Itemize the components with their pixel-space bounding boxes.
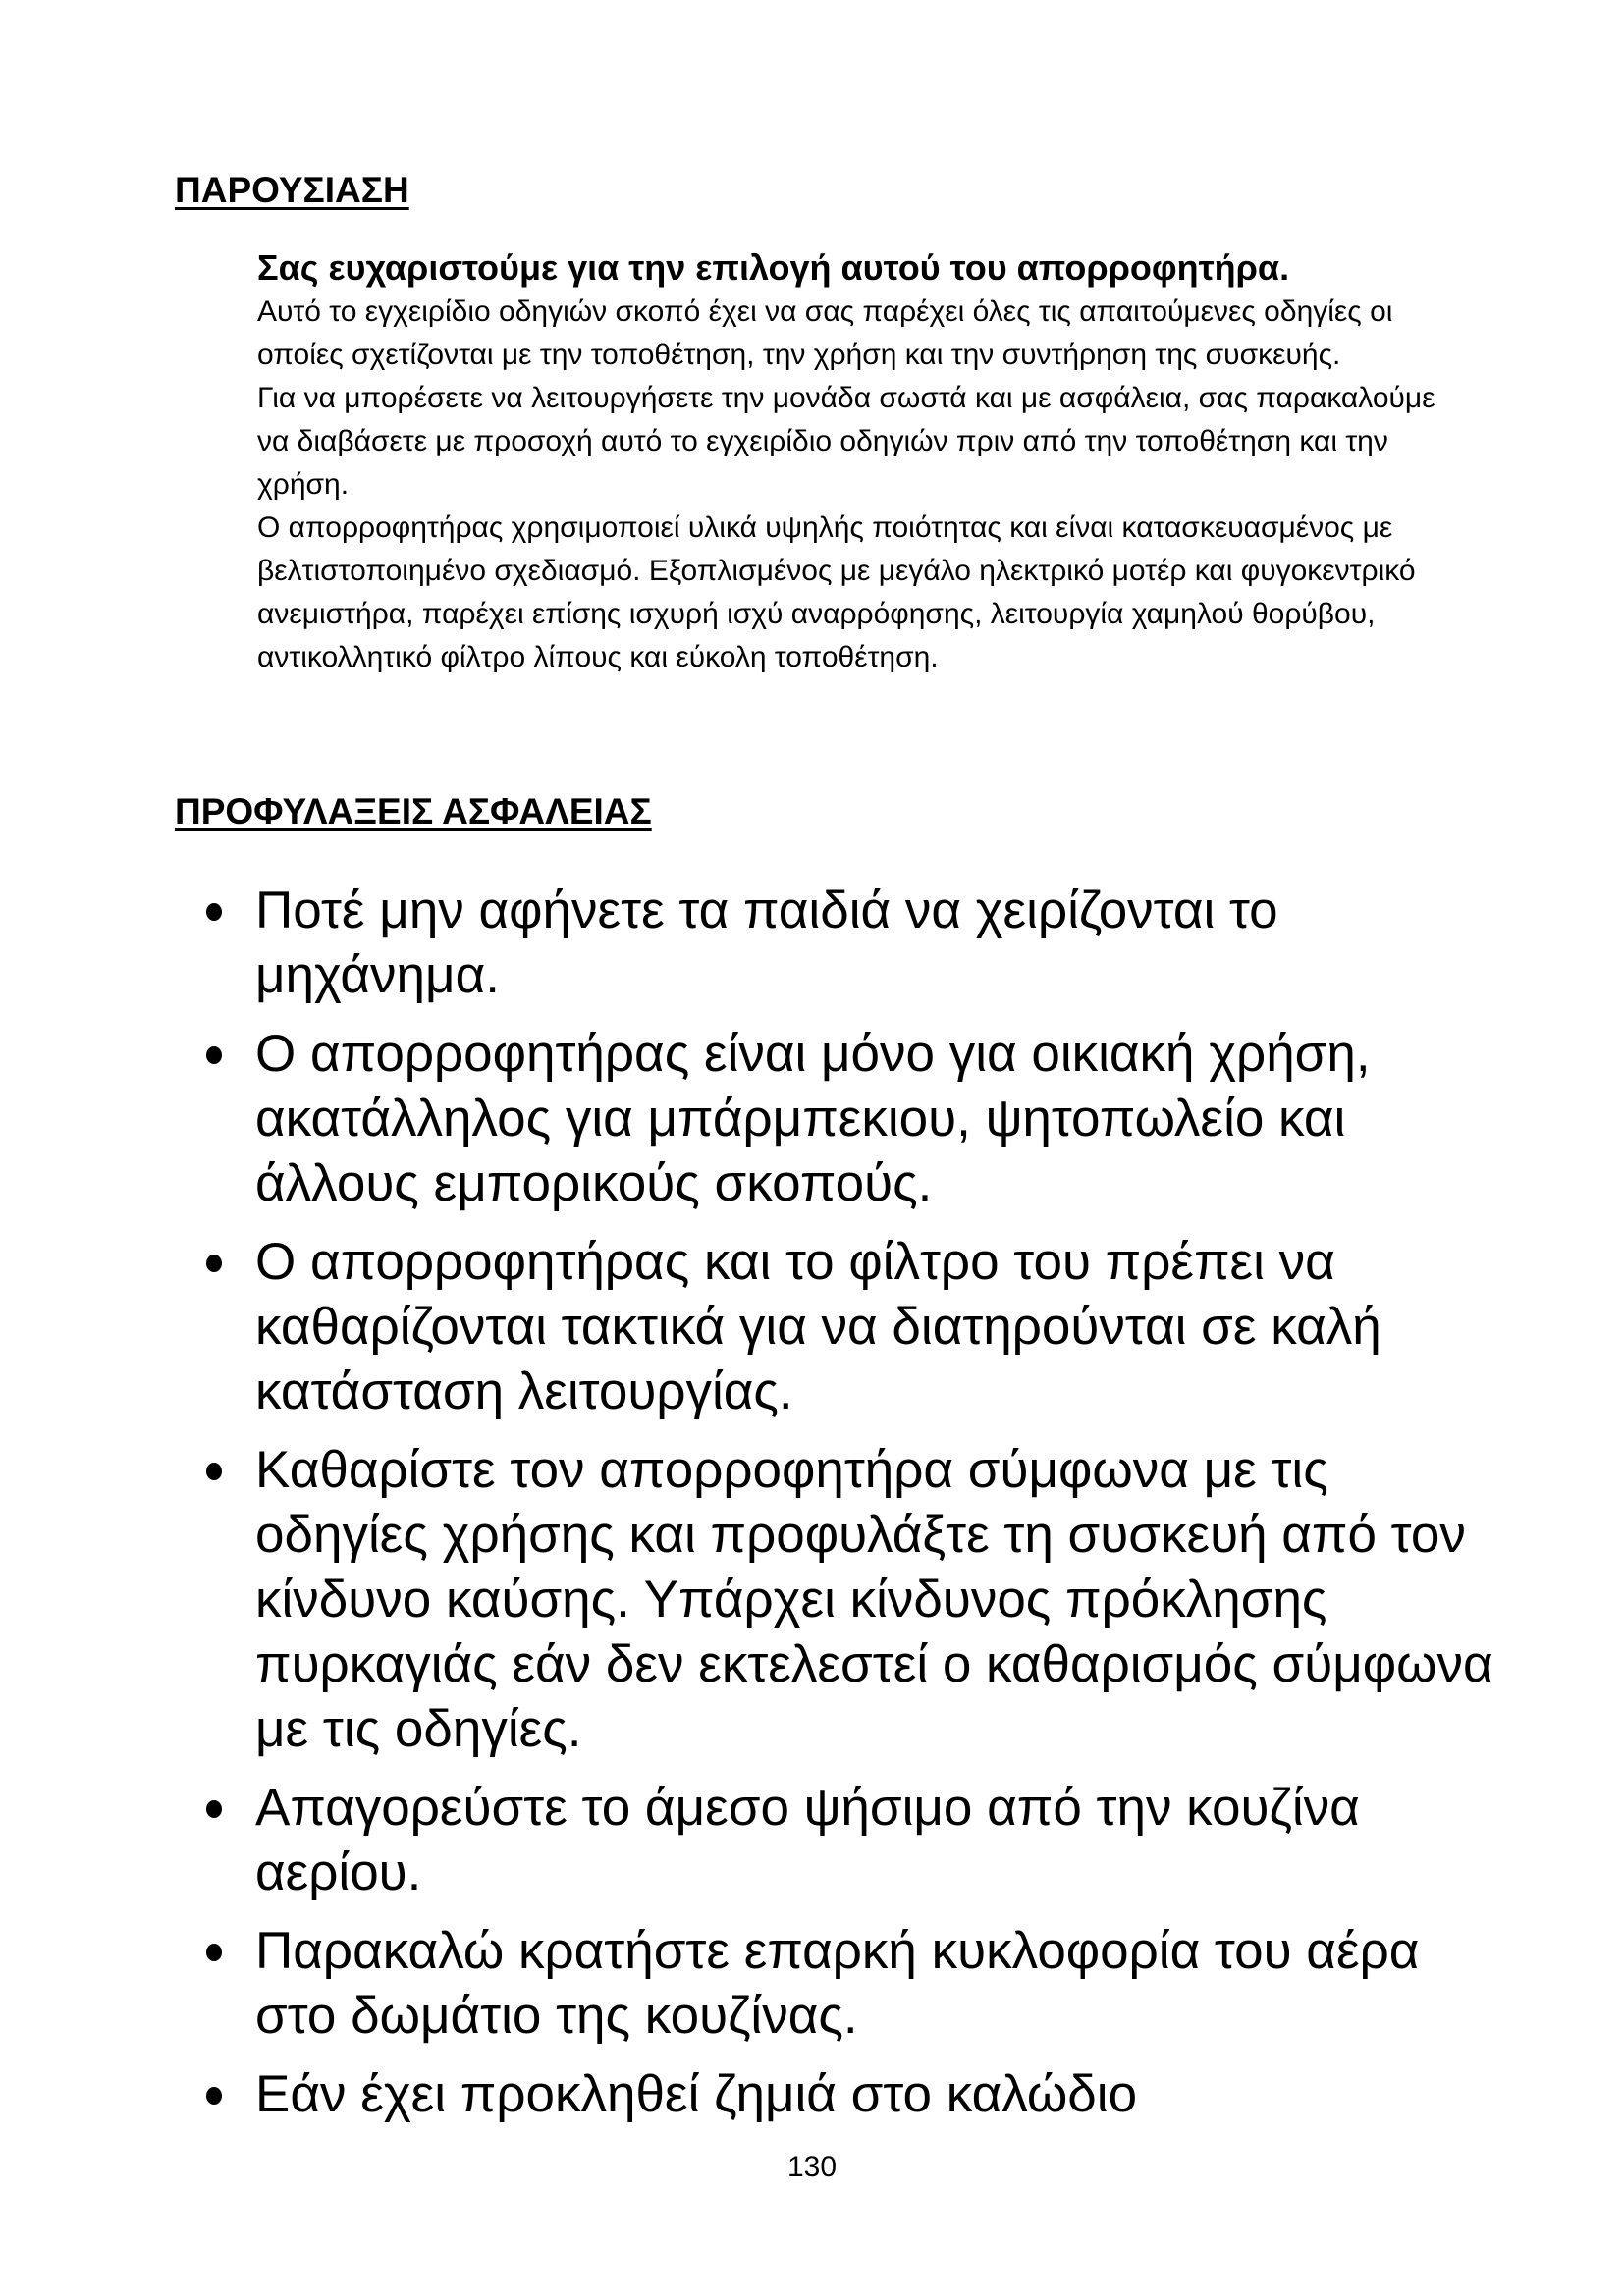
safety-item-text: Απαγορεύστε το άμεσο ψήσιμο από την κουζίνα αερίου. [255, 1779, 1360, 1901]
safety-list [200, 879, 1506, 2141]
bullet-icon [206, 1046, 222, 1064]
bullet-icon [206, 1944, 222, 1961]
safety-item-text: Ποτέ μην αφήνετε τα παιδιά να χειρίζονται το μηχάνημα. [255, 881, 1278, 1004]
safety-item-text: Ο απορροφητήρας είναι μόνο για οικιακή χρήση, ακατάλληλος για μπάρμπεκιου, ψητοπωλείο και άλλους εμπορικούς σκοπούς. [255, 1025, 1371, 1212]
safety-item [200, 1230, 1506, 1424]
intro-paragraph: Για να μπορέσετε να λειτουργήσετε την μονάδα σωστά και με ασφάλεια, σας παρακαλούμε να διαβάσετε με προσοχή αυτό το εγχειρίδιο οδηγιών πριν από την τοποθέτηση και την χρήση. [257, 382, 1435, 501]
intro-paragraph: Αυτό το εγχειρίδιο οδηγιών σκοπό έχει να σας παρέχει όλες τις απαιτούμενες οδηγίες οι οποίες σχετίζονται με την τοποθέτηση, την χρήση και την συντήρηση της συσκευής. [257, 295, 1393, 371]
presentation-lead: Σας ευχαριστούμε για την επιλογή αυτού του απορροφητήρα. [257, 247, 1290, 288]
safety-item-text: Ο απορροφητήρας και το φίλτρο του πρέπει να καθαρίζονται τακτικά για να διατηρούνται σε καλή κατάσταση λειτουργίας. [255, 1233, 1381, 1420]
safety-item-text: Εάν έχει προκληθεί ζημιά στο καλώδιο [255, 2065, 1138, 2123]
bullet-icon [206, 1255, 222, 1272]
safety-item [200, 1438, 1506, 1762]
safety-item [200, 1919, 1506, 2049]
safety-item-text: Παρακαλώ κρατήστε επαρκή κυκλοφορία του αέρα στο δωμάτιο της κουζίνας. [255, 1922, 1420, 2045]
bullet-icon [206, 1800, 222, 1818]
safety-item-text: Καθαρίστε τον απορροφητήρα σύμφωνα με τις οδηγίες χρήσης και προφυλάξτε τη συσκευή από τον κίνδυνο καύσης. Υπάρχει κίνδυνος πρόκλησης πυρκαγιάς εάν δεν εκτελεστεί ο καθαρισμός σύμφωνα με τις οδηγίες. [255, 1441, 1493, 1758]
bullet-icon [206, 1463, 222, 1480]
safety-item [200, 879, 1506, 1008]
safety-item [200, 1022, 1506, 1216]
bullet-icon [206, 2087, 222, 2105]
page-number: 130 [786, 2151, 838, 2183]
safety-item [200, 2062, 1506, 2127]
bullet-icon [206, 903, 222, 921]
presentation-intro [257, 245, 1465, 679]
intro-paragraph: Ο απορροφητήρας χρησιμοποιεί υλικά υψηλής ποιότητας και είναι κατασκευασμένος με βελτιστοποιημένο σχεδιασμό. Εξοπλισμένος με μεγάλο ηλεκτρικό μοτέρ και φυγοκεντρικό ανεμιστήρα, παρέχει επίσης ισχυρή ισχύ αναρρόφησης, λειτουργία χαμηλού θορύβου, αντικολλητικό φίλτρο λίπους και εύκολη τοποθέτηση. [257, 511, 1416, 673]
safety-heading: ΠΡΟΦΥΛΑΞΕΙΣ ΑΣΦΑΛΕΙΑΣ [175, 791, 652, 831]
safety-item [200, 1776, 1506, 1905]
presentation-heading: ΠΑΡΟΥΣΙΑΣΗ [175, 170, 409, 210]
